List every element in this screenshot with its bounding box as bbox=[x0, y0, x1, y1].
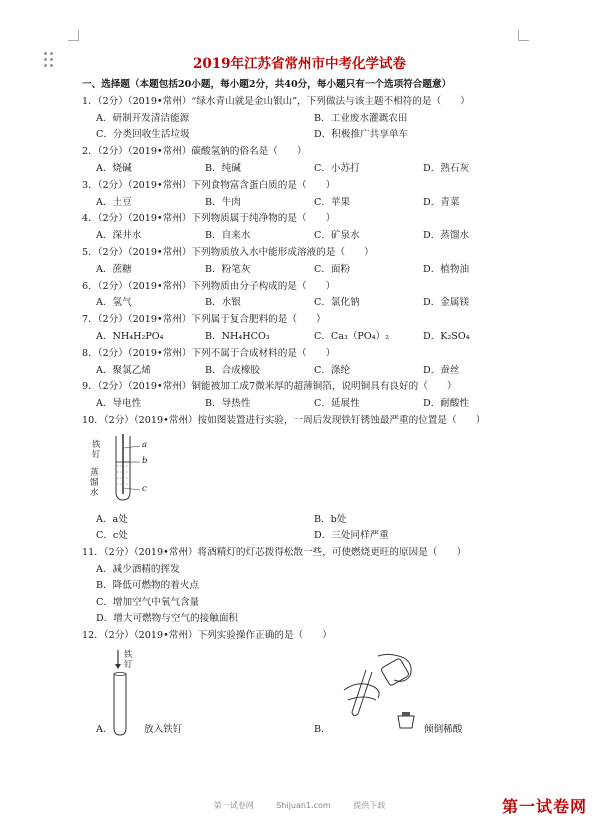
option: D．熟石灰 bbox=[423, 163, 470, 174]
question-stem: 3．（2分）（2019•常州）下列食物富含蛋白质的是（ ） bbox=[82, 180, 336, 191]
option: C．苹果 bbox=[314, 197, 351, 208]
question-stem: 12．（2分）（2019•常州）下列实验操作正确的是（ ） bbox=[82, 630, 332, 641]
option: A．深井水 bbox=[96, 230, 142, 241]
option: A．氢气 bbox=[96, 297, 132, 308]
option: B．合成橡胶 bbox=[205, 365, 261, 376]
option: D．耐酸性 bbox=[423, 398, 470, 409]
question-stem: 6．（2分）（2019•常州）下列物质由分子构成的是（ ） bbox=[82, 281, 336, 292]
water-label: 蒸馏水 bbox=[90, 468, 99, 498]
question-stem: 5．（2分）（2019•常州）下列物质放入水中能形成溶液的是（ ） bbox=[82, 247, 374, 258]
option: D．蒸馏水 bbox=[423, 230, 470, 241]
option: C．Ca₃（PO₄）₂ bbox=[314, 331, 390, 342]
option: A．a处 bbox=[96, 514, 128, 525]
nail-label: 铁钉 bbox=[124, 650, 133, 670]
option: D．植物油 bbox=[423, 264, 470, 275]
footer-provider-text: 提供下载 bbox=[353, 801, 386, 810]
option: B．工业废水灌溉农田 bbox=[314, 113, 408, 124]
margin-corner-mark bbox=[68, 30, 79, 41]
footer-site-url[interactable]: Shijuan1.com bbox=[276, 801, 331, 810]
option: C．延展性 bbox=[314, 398, 360, 409]
option: C．增加空气中氧气含量 bbox=[96, 597, 200, 608]
figure-caption: 放入铁钉 bbox=[144, 724, 183, 735]
option: B．降低可燃物的着火点 bbox=[96, 580, 199, 591]
option: A．土豆 bbox=[96, 197, 132, 208]
option: B． bbox=[314, 724, 331, 735]
question-stem: 1．（2分）（2019•常州）“绿水青山就是金山银山”，下列做法与该主题不相符的是（ ） bbox=[82, 96, 470, 107]
pouring-acid-diagram bbox=[338, 650, 422, 736]
option: A．NH₄H₂PO₄ bbox=[96, 331, 164, 342]
option: C．矿泉水 bbox=[314, 230, 360, 241]
figure-nail-in-water bbox=[90, 432, 164, 504]
question-stem: 11．（2分）（2019•常州）将酒精灯的灯芯拨得松散一些，可使燃烧更旺的原因是（ ） bbox=[82, 547, 467, 558]
question-stem: 2．（2分）（2019•常州）碳酸氢钠的俗名是（ ） bbox=[82, 146, 307, 157]
section-heading: 一、选择题（本题包括20小题，每小题2分，共40分，每小题只有一个选项符合题意） bbox=[82, 79, 452, 90]
option: B．水银 bbox=[205, 297, 241, 308]
document-title: 2019年江苏省常州市中考化学试卷 bbox=[192, 56, 407, 72]
point-label-b: b bbox=[142, 456, 148, 466]
option: D．金属镁 bbox=[423, 297, 470, 308]
option: D．三处同样严重 bbox=[314, 530, 389, 541]
test-tube-nail-diagram bbox=[94, 432, 164, 504]
option: C．小苏打 bbox=[314, 163, 360, 174]
option: D．蚕丝 bbox=[423, 365, 460, 376]
question-stem: 9．（2分）（2019•常州）铜能被加工成7微米厚的超薄铜箔，说明铜具有良好的（ ） bbox=[82, 381, 457, 392]
option: B．纯碱 bbox=[205, 163, 241, 174]
option: A． bbox=[96, 724, 113, 735]
figure-pour-acid bbox=[338, 650, 422, 736]
option: A．导电性 bbox=[96, 398, 142, 409]
site-logo: 第一试卷网 bbox=[501, 797, 587, 816]
point-label-c: c bbox=[142, 484, 147, 494]
option: D．增大可燃物与空气的接触面积 bbox=[96, 613, 239, 624]
option: B．粉笔灰 bbox=[205, 264, 251, 275]
figure-caption: 倾倒稀酸 bbox=[424, 724, 463, 735]
option: B．导热性 bbox=[205, 398, 251, 409]
option: D．K₂SO₄ bbox=[423, 331, 470, 342]
option: B．自来水 bbox=[205, 230, 251, 241]
option: C．c处 bbox=[96, 530, 128, 541]
option: A．聚氯乙烯 bbox=[96, 365, 151, 376]
option: C．面粉 bbox=[314, 264, 351, 275]
option: C．分类回收生活垃圾 bbox=[96, 129, 190, 140]
question-stem: 4．（2分）（2019•常州）下列物质属于纯净物的是（ ） bbox=[82, 213, 336, 224]
point-label-a: a bbox=[142, 440, 148, 450]
option: B．b处 bbox=[314, 514, 347, 525]
option: A．烧碱 bbox=[96, 163, 132, 174]
option: C．涤纶 bbox=[314, 365, 351, 376]
question-stem: 10．（2分）（2019•常州）按如图装置进行实验，一周后发现铁钉锈蚀最严重的位置是（ ） bbox=[82, 415, 486, 426]
option: B．NH₄HCO₃ bbox=[205, 331, 270, 342]
question-stem: 8．（2分）（2019•常州）下列不属于合成材料的是（ ） bbox=[82, 348, 336, 359]
option: D．青菜 bbox=[423, 197, 460, 208]
question-stem: 7．（2分）（2019•常州）下列属于复合肥料的是（ ） bbox=[82, 314, 326, 325]
option: A．蔗糖 bbox=[96, 264, 132, 275]
option: B．牛肉 bbox=[205, 197, 241, 208]
nail-label: 铁钉 bbox=[92, 440, 101, 460]
option: A．减少酒精的挥发 bbox=[96, 564, 180, 575]
option: C．氯化钠 bbox=[314, 297, 360, 308]
margin-corner-mark bbox=[518, 30, 529, 41]
footer-site-name: 第一试卷网 bbox=[213, 801, 254, 810]
option: A．研制开发清洁能源 bbox=[96, 113, 190, 124]
option: D．积极推广共享单车 bbox=[314, 129, 409, 140]
